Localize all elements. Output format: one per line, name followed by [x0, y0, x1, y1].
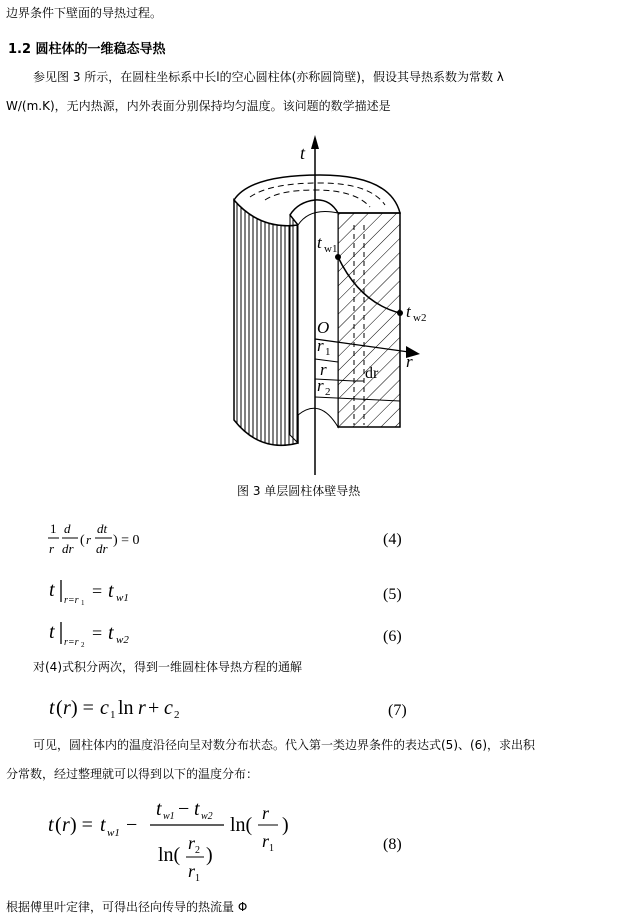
equation-7-number: (7) [388, 702, 407, 719]
label-r2: r [317, 376, 324, 395]
svg-text:t: t [194, 798, 200, 820]
svg-text:r: r [262, 831, 270, 851]
equation-8-number: (8) [383, 836, 402, 853]
label-r: r [320, 360, 327, 379]
figure-hollow-cylinder [220, 135, 440, 475]
svg-text:=: = [92, 581, 103, 601]
equation-5-number: (5) [383, 586, 402, 603]
svg-text:1: 1 [110, 709, 116, 721]
label-r2-sub: 2 [325, 386, 331, 398]
svg-text:2: 2 [195, 845, 200, 856]
paragraph-3-line-2: 分常数，经过整理就可以得到以下的温度分布： [6, 767, 259, 781]
svg-text:t: t [49, 621, 55, 643]
label-origin: O [317, 318, 330, 337]
svg-text:dr: dr [62, 541, 74, 556]
svg-text:t: t [108, 580, 114, 602]
svg-text:d: d [64, 521, 71, 536]
svg-text:w1: w1 [163, 811, 175, 822]
svg-text:t: t [49, 697, 55, 719]
svg-text:t: t [49, 579, 55, 601]
equation-5 [48, 576, 158, 610]
svg-text:r: r [188, 861, 196, 881]
svg-text:r: r [188, 833, 196, 853]
svg-text:(: ( [80, 533, 85, 548]
equation-7 [48, 693, 208, 727]
svg-text:1: 1 [269, 843, 274, 854]
svg-text:dr: dr [96, 541, 108, 556]
svg-text:ln(: ln( [230, 814, 253, 836]
equation-4 [46, 520, 176, 566]
svg-text:t: t [156, 798, 162, 820]
svg-text:): ) [206, 844, 213, 866]
equation-6-number: (6) [383, 628, 402, 645]
label-r-axis: r [406, 352, 413, 371]
label-tw2-sub: w2 [413, 312, 427, 324]
svg-text:r: r [63, 697, 71, 719]
text-line-top: 边界条件下壁面的导热过程。 [6, 6, 163, 20]
svg-text:r=r: r=r [64, 637, 79, 648]
equation-4-number: (4) [383, 531, 402, 548]
svg-text:(: ( [55, 814, 62, 836]
svg-text:w1: w1 [116, 592, 129, 604]
svg-text:) =: ) = [71, 697, 94, 719]
paragraph-1-line-1: 参见图 3 所示，在圆柱坐标系中长l的空心圆柱体(亦称圆筒壁)，假设其导热系数为常数 λ [33, 70, 504, 84]
svg-text:r=r: r=r [64, 595, 79, 606]
svg-text:r: r [62, 814, 70, 836]
svg-text:ln: ln [118, 697, 134, 719]
paragraph-1-line-2: W/(m.K)，无内热源，内外表面分别保持均匀温度。该问题的数学描述是 [6, 99, 391, 113]
svg-text:dt: dt [97, 521, 108, 536]
svg-text:(: ( [56, 697, 63, 719]
equation-6 [48, 618, 158, 652]
svg-text:w1: w1 [107, 827, 120, 839]
label-dr: dr [365, 365, 379, 382]
svg-text:c: c [100, 697, 109, 719]
svg-text:t: t [48, 814, 54, 836]
svg-text:r: r [86, 532, 92, 547]
svg-text:1: 1 [50, 521, 57, 536]
svg-text:r: r [262, 803, 270, 823]
svg-text:w2: w2 [116, 634, 129, 646]
svg-text:r: r [138, 697, 146, 719]
label-t: t [300, 143, 306, 163]
svg-text:w2: w2 [201, 811, 213, 822]
svg-text:) =: ) = [70, 814, 93, 836]
svg-text:ln(: ln( [158, 844, 181, 866]
svg-text:1: 1 [81, 599, 85, 606]
label-tw1: t [317, 233, 322, 252]
svg-text:t: t [100, 814, 106, 836]
label-tw2: t [406, 302, 411, 321]
svg-text:1: 1 [195, 873, 200, 884]
svg-text:c: c [164, 697, 173, 719]
equation-8 [46, 795, 306, 894]
svg-text:2: 2 [174, 709, 180, 721]
paragraph-3-line-1: 可见，圆柱体内的温度沿径向呈对数分布状态。代入第一类边界条件的表达式(5)、(6)，求出积 [33, 738, 535, 752]
paragraph-4: 根据傅里叶定律，可得出径向传导的热流量 Φ [6, 900, 248, 914]
label-tw1-sub: w1 [324, 243, 338, 255]
section-title: 1.2 圆柱体的一维稳态导热 [8, 42, 166, 57]
svg-text:+: + [148, 697, 160, 719]
svg-text:−: − [126, 814, 138, 836]
label-r1-sub: 1 [325, 346, 331, 358]
svg-text:2: 2 [81, 641, 85, 648]
svg-text:r: r [49, 541, 55, 556]
figure-caption: 图 3 单层圆柱体壁导热 [237, 484, 361, 498]
svg-text:=: = [92, 623, 103, 643]
svg-text:): ) [282, 814, 289, 836]
label-r1: r [317, 336, 324, 355]
svg-text:−: − [178, 798, 190, 820]
paragraph-2: 对(4)式积分两次，得到一维圆柱体导热方程的通解 [33, 660, 302, 674]
svg-text:t: t [108, 622, 114, 644]
svg-text:) = 0: ) = 0 [113, 533, 140, 548]
